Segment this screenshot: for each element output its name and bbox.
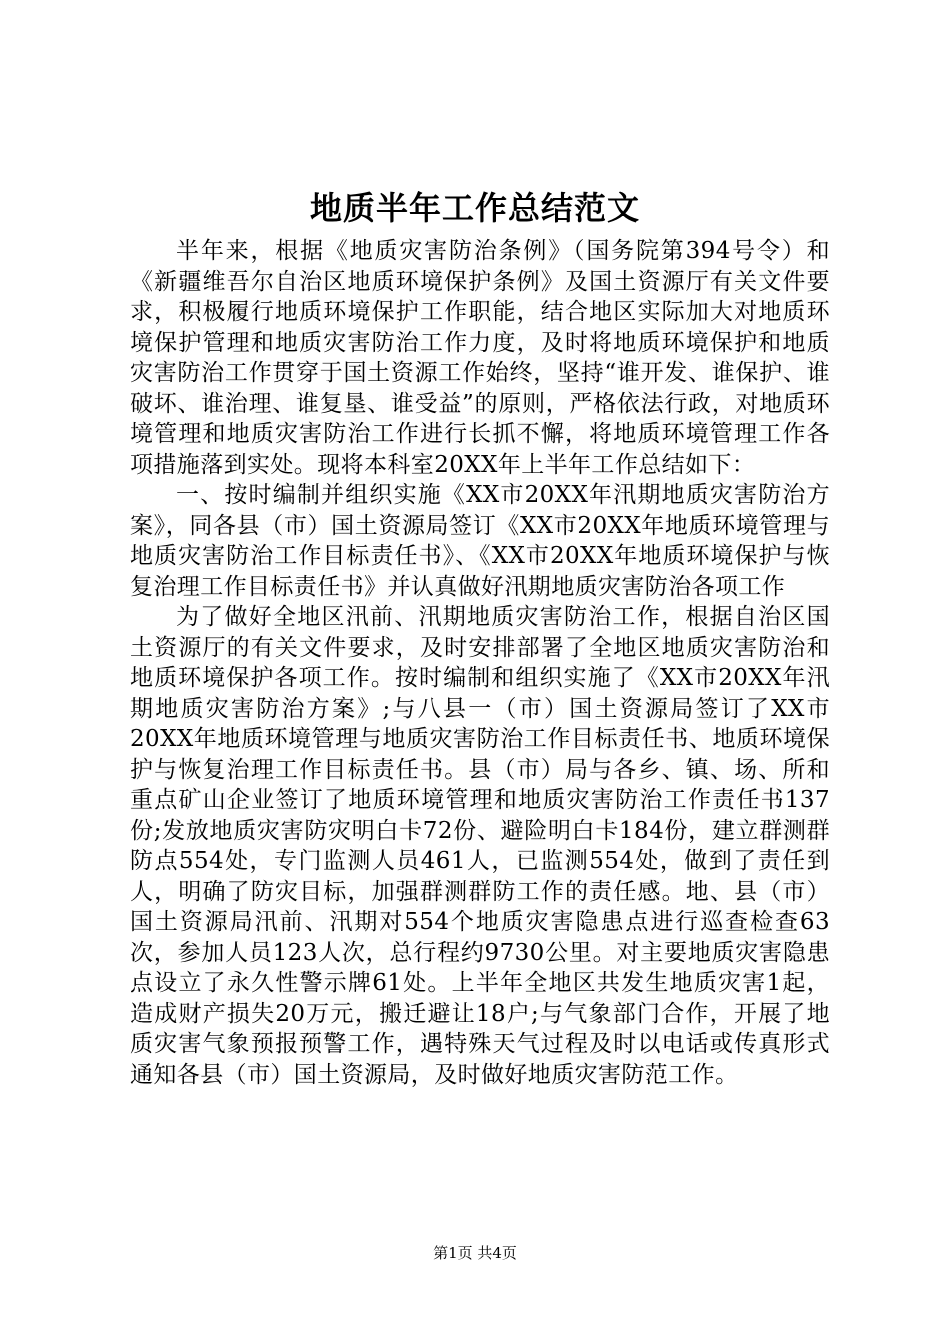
paragraph-section-one-heading: 一、按时编制并组织实施《XX市20XX年汛期地质灾害防治方案》，同各县（市）国土资源局签订《XX市20XX年地质环境管理与地质灾害防治工作目标责任书》、《XX市20XX年地质环境保护与恢复治理工作目标责任书》并认真做好汛期地质灾害防治各项工作 <box>130 482 830 600</box>
document-title: 地质半年工作总结范文 <box>309 189 640 227</box>
paragraph-intro: 半年来，根据《地质灾害防治条例》（国务院第394号令）和《新疆维吾尔自治区地质环境保护条例》及国土资源厅有关文件要求，积极履行地质环境保护工作职能，结合地区实际加大对地质环境保护管理和地质灾害防治工作力度，及时将地质环境保护和地质灾害防治工作贯穿于国土资源工作始终，坚持“谁开发、谁保护、谁破坏、谁治理、谁复垦、谁受益”的原则，严格依法行政，对地质环境管理和地质灾害防治工作进行长抓不懈，将地质环境管理工作各项措施落到实处。现将本科室20XX年上半年工作总结如下： <box>130 238 830 478</box>
page-footer: 第1页 共4页 <box>433 1244 517 1262</box>
paragraph-section-one-body: 为了做好全地区汛前、汛期地质灾害防治工作，根据自治区国土资源厅的有关文件要求，及时安排部署了全地区地质灾害防治和地质环境保护各项工作。按时编制和组织实施了《XX市20XX年汛期地质灾害防治方案》;与八县一（市）国土资源局签订了XX市20XX年地质环境管理与地质灾害防治工作目标责任书、地质环境保护与恢复治理工作目标责任书。县（市）局与各乡、镇、场、所和重点矿山企业签订了地质环境管理和地质灾害防治工作责任书137份;发放地质灾害防灾明白卡72份、避险明白卡184份，建立群测群防点554处，专门监测人员461人，已监测554处，做到了责任到人，明确了防灾目标，加强群测群防工作的责任感。地、县（市）国土资源局汛前、汛期对554个地质灾害隐患点进行巡查检查63次，参加人员123人次，总行程约9730公里。对主要地质灾害隐患点设立了永久性警示牌61处。上半年全地区共发生地质灾害1起，造成财产损失20万元，搬迁避让18户;与气象部门合作，开展了地质灾害气象预报预警工作，遇特殊天气过程及时以电话或传真形式通知各县（市）国土资源局，及时做好地质灾害防范工作。 <box>130 604 830 1088</box>
document-body <box>130 236 830 1090</box>
